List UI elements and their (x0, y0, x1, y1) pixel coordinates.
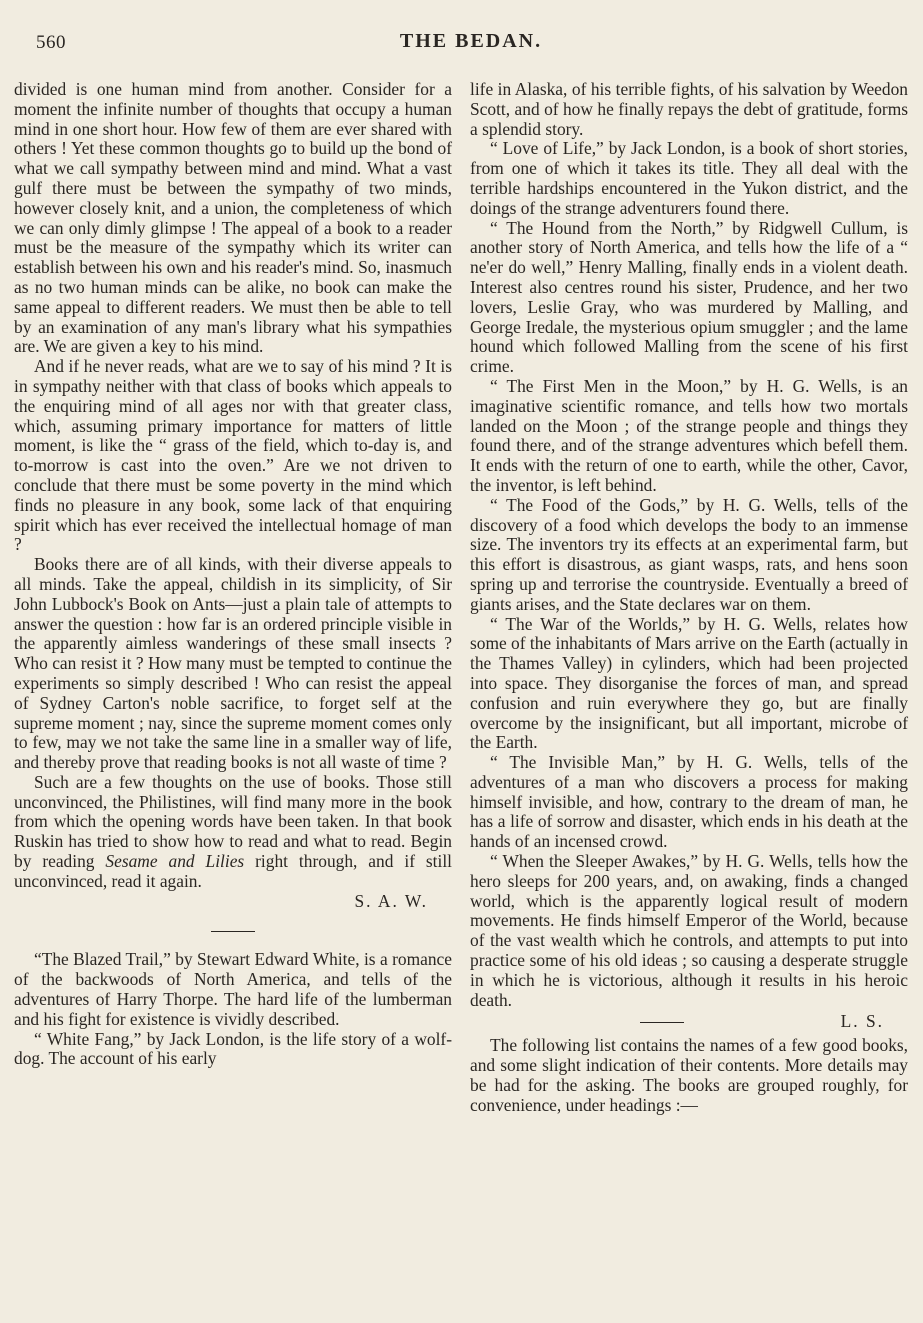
paragraph (14, 773, 452, 892)
paragraph-text: Such are a few thoughts on the use of books. Those still unconvinced, the Philistines, will find many more in the book from which the opening words have been taken. In that book Ruskin has tried to show how to read and what to read. Begin by reading (14, 771, 452, 872)
paragraph: “ When the Sleeper Awakes,” by H. G. Wells, tells how the hero sleeps for 200 years, and, on awaking, finds a changed world, which is the apparently logical result of modern movements. He finds himself Emperor of the World, because of the vast wealth which he controls, and attempts to put into practice some of his old ideas ; so causing a desperate struggle in which he is victorious, although it results in his heroic death. (470, 851, 908, 1010)
page-header (36, 30, 906, 60)
paragraph: divided is one human mind from another. Consider for a moment the infinite number of thoughts that occupy a human mind in one short hour. How few of them are ever shared with others ! Yet these common thoughts go to build up the bond of what we call sympathy between mind and mind. What a vast gulf there must be between the sympathy of two minds, however closely knit, and a union, the completeness of which we can only dimly glimpse ! The appeal of a book to a reader must be the measure of the sympathy which its writer can establish between his own and his reader's mind. So, inasmuch as no two human minds can be alike, no book can make the same appeal to different readers. We must then be able to tell by an examination of any man's library what his sympathies are. We are given a key to his mind. (14, 79, 452, 357)
paragraph: “The Blazed Trail,” by Stewart Edward White, is a romance of the backwoods of North America, and tells of the adventures of Harry Thorpe. The hard life of the lumberman and his fight for existence is vividly described. (14, 949, 452, 1029)
right-column (470, 80, 908, 1115)
book-title-italic: Sesame and Lilies (105, 851, 245, 872)
paragraph: “ The Food of the Gods,” by H. G. Wells, tells of the discovery of a food which develops the body to an immense size. The inventors try its effects at an experimental farm, but this effort is disastrous, as giant wasps, rats, and hens soon spring up and terrorise the countryside. Eventually a breed of giants arises, and the State declares war on them. (470, 494, 908, 614)
paragraph: “ The First Men in the Moon,” by H. G. Wells, is an imaginative scientific romance, and tells how two mortals landed on the Moon ; of the strange people and things they found there, and of the strange adventures which befell them. It ends with the return of one to earth, while the other, Cavor, the inventor, is left behind. (470, 375, 908, 495)
paragraph: “ The Hound from the North,” by Ridgwell Cullum, is another story of North America, and tells how the life of a “ ne'er do well,” Henry Malling, finally ends in a violent death. Interest also centres round his sister, Prudence, and her two lovers, Leslie Gray, who was murdered by Malling, and George Iredale, the mysterious opium smuggler ; and the lame hound which followed Malling from the scene of his first crime. (470, 217, 908, 377)
section-divider (211, 931, 255, 932)
paragraph: Books there are of all kinds, with their diverse appeals to all minds. Take the appeal, childish in its simplicity, of Sir John Lubbock's Book on Ants—just a plain tale of attempts to answer the question : how far is an ordered principle visible in the apparently aimless wanderings of these small insects ? Who can resist it ? How many must be tempted to continue the experiments so simply described ! Who can resist the appeal of Sydney Carton's noble sacrifice, to forget self at the supreme moment ; nay, since the supreme moment comes only to few, may we not take the same line in a smaller way of life, and thereby prove that reading books is not all waste of time ? (14, 554, 452, 773)
signature-line (470, 1012, 908, 1032)
paragraph: life in Alaska, of his terrible fights, of his salvation by Weedon Scott, and of how he finally repays the debt of gratitude, forms a splendid story. (470, 79, 908, 139)
page-number: 560 (36, 32, 66, 53)
paragraph: “ The War of the Worlds,” by H. G. Wells, relates how some of the inhabitants of Mars arrive on the Earth (actually in the Thames Valley) in cylinders, which had been projected into space. They disorganise the forces of man, and spread confusion and ruin everywhere they go, but are finally overcome by the insignificant, but all important, microbe of the Earth. (470, 613, 909, 753)
left-column (14, 80, 452, 1069)
author-signature: S. A. W. (354, 890, 428, 911)
paragraph: And if he never reads, what are we to say of his mind ? It is in sympathy neither with that class of books which appeals to the enquiring mind of all ages nor with that greater class, which, assuming primary importance for matters of little moment, is like the “ grass of the field, which to-day is, and to-morrow is cast into the oven.” Are we not driven to conclude that there must be some poverty in the mind which finds no pleasure in any book, some lack of that enquiring spirit which has ever received the intellectual homage of man ? (14, 356, 452, 555)
running-title: THE BEDAN. (399, 30, 543, 52)
section-divider (640, 1022, 684, 1023)
paragraph: The following list contains the names of a few good books, and some slight indication of their contents. More details may be had for the asking. The books are grouped roughly, for convenience, under headings :— (470, 1035, 908, 1115)
paragraph-text: right through, and if still unconvinced, read it again. (14, 851, 453, 891)
paragraph: “ Love of Life,” by Jack London, is a book of short stories, from one of which it takes its title. They all deal with the terrible hardships encountered in the Yukon district, and the doings of the strange adventurers found there. (470, 138, 908, 218)
paragraph: “ The Invisible Man,” by H. G. Wells, tells of the adventures of a man who discovers a process for making himself invisible, and how, contrary to the dream of man, he has a life of sorrow and disaster, which ends in his death at the hands of an incensed crowd. (470, 752, 908, 852)
paragraph: “ White Fang,” by Jack London, is the life story of a wolf-dog. The account of his early (14, 1028, 452, 1069)
author-signature: L. S. (840, 1011, 884, 1032)
